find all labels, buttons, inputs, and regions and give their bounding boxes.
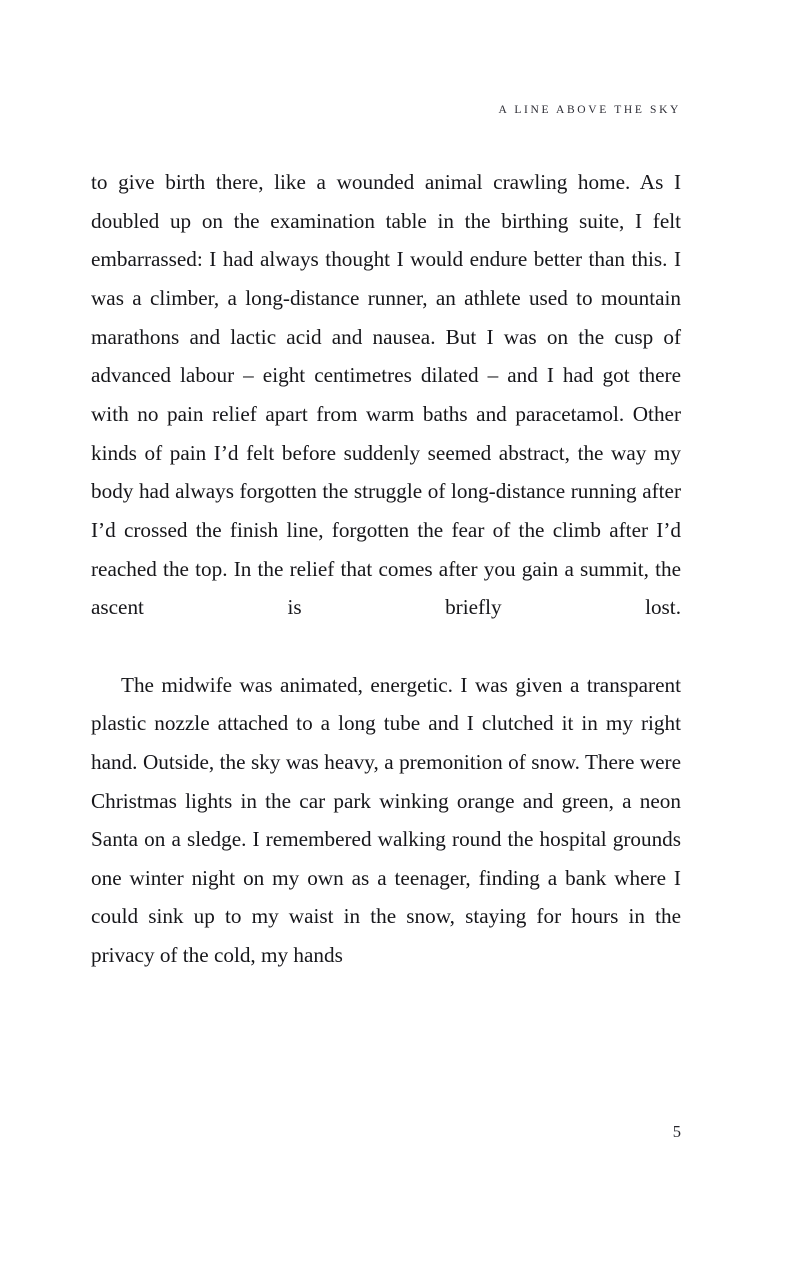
body-text-block <box>91 163 681 975</box>
body-paragraph: to give birth there, like a wounded animal crawling home. As I doubled up on the examination table in the birthing suite, I felt embarrassed: I had always thought I would endure better than this. I was a climber, a long-distance runner, an athlete used to mountain marathons and lactic acid and nausea. But I was on the cusp of advanced labour – eight centimetres dilated – and I had got there with no pain relief apart from warm baths and paracetamol. Other kinds of pain I’d felt before suddenly seemed abstract, the way my body had always forgotten the struggle of long-distance running after I’d crossed the finish line, forgotten the fear of the climb after I’d reached the top. In the relief that comes after you gain a summit, the ascent is briefly lost. <box>91 170 681 620</box>
body-paragraph: The midwife was animated, energetic. I was given a transparent plastic nozzle attached to a long tube and I clutched it in my right hand. Outside, the sky was heavy, a premonition of snow. There were Christmas lights in the car park winking orange and green, a neon Santa on a sledge. I remembered walking round the hospital grounds one winter night on my own as a teenager, finding a bank where I could sink up to my waist in the snow, staying for hours in the privacy of the cold, my hands <box>91 672 681 968</box>
running-head: A LINE ABOVE THE SKY <box>498 104 681 116</box>
page-number: 5 <box>672 1122 681 1141</box>
